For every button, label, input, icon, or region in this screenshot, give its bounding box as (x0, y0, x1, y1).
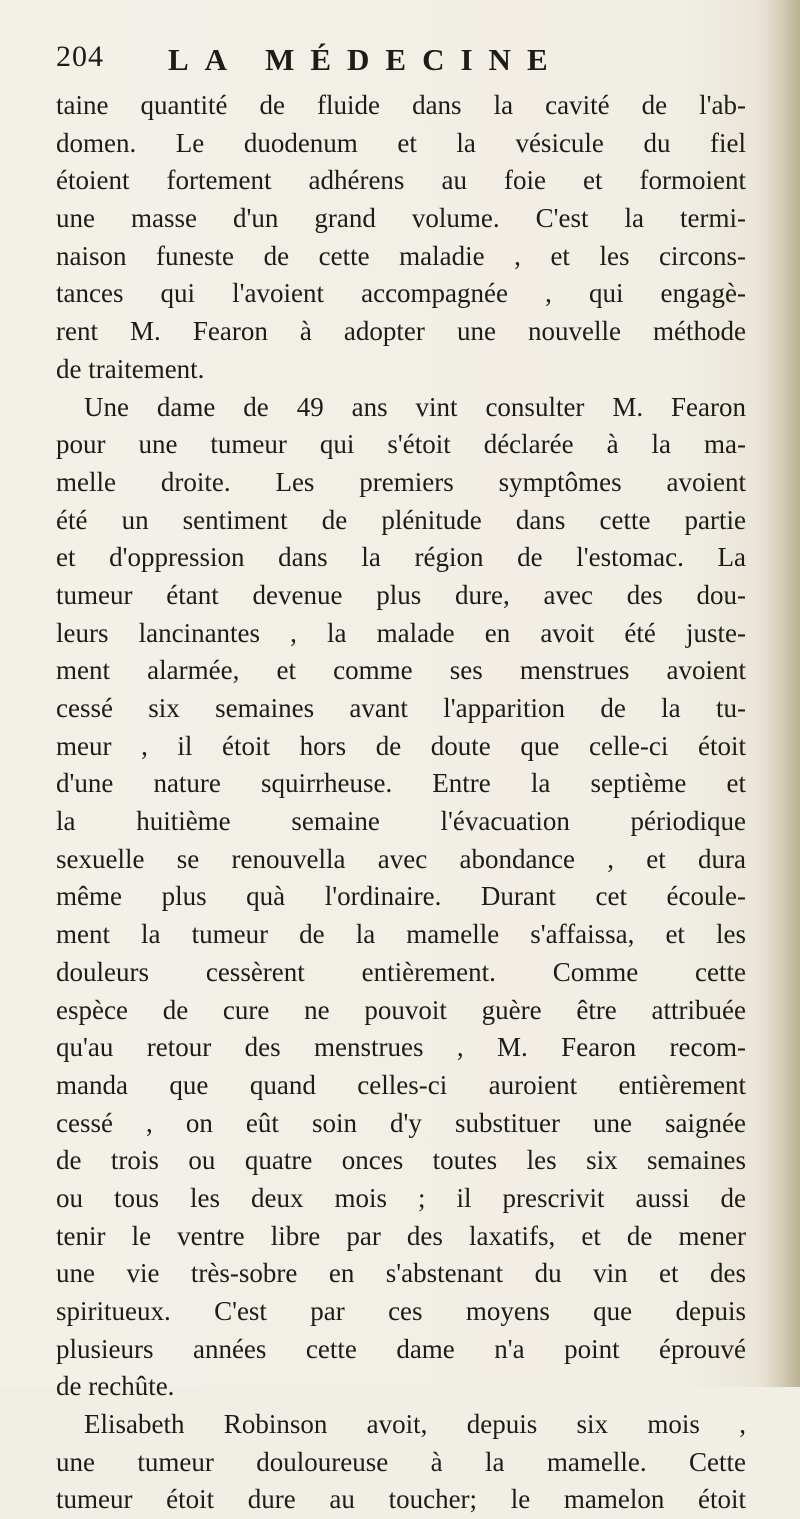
text-line: naison funeste de cette maladie , et les circons- (56, 240, 746, 271)
text-line: une tumeur douloureuse à la mamelle. Cette (56, 1446, 746, 1477)
text-line: pour une tumeur qui s'étoit déclarée à la ma- (56, 429, 746, 460)
text-line: rent M. Fearon à adopter une nouvelle méthode (56, 316, 746, 347)
text-line: spiritueux. C'est par ces moyens que depuis (56, 1296, 746, 1326)
text-line: la huitième semaine l'évacuation périodique (56, 806, 746, 837)
text-line: ment alarmée, et comme ses menstrues avoient (56, 655, 746, 686)
text-line-paragraph-end: de traitement. (56, 353, 205, 384)
text-line: taine quantité de fluide dans la cavité de l'ab- (56, 90, 746, 120)
text-line: domen. Le duodenum et la vésicule du fiel (56, 127, 746, 158)
text-line: tumeur étant devenue plus dure, avec des dou- (56, 579, 746, 610)
text-line: étoient fortement adhérens au foie et formoient (56, 165, 746, 196)
text-line: meur , il étoit hors de doute que celle-ci étoit (56, 730, 746, 761)
body-text (56, 87, 746, 1519)
page-edge-shadow (758, 0, 800, 1387)
page-header (56, 40, 756, 90)
text-line: plusieurs années cette dame n'a point éprouvé (56, 1333, 746, 1364)
text-line: été un sentiment de plénitude dans cette partie (56, 504, 746, 535)
text-line: même plus quà l'ordinaire. Durant cet écoule- (56, 881, 746, 912)
text-line: et d'oppression dans la région de l'estomac. La (56, 542, 746, 573)
text-line-paragraph-start: Elisabeth Robinson avoit, depuis six mois , (84, 1409, 746, 1440)
text-line: leurs lancinantes , la malade en avoit été juste- (56, 617, 746, 648)
text-line: ou tous les deux mois ; il prescrivit aussi de (56, 1182, 746, 1213)
text-line: sexuelle se renouvella avec abondance , et dura (56, 843, 746, 874)
text-line-paragraph-start: Une dame de 49 ans vint consulter M. Fearon (84, 391, 746, 422)
text-line: cessé , on eût soin d'y substituer une saignée (56, 1107, 746, 1138)
text-line: de trois ou quatre onces toutes les six semaines (56, 1145, 746, 1176)
text-line: tumeur étoit dure au toucher; le mamelon étoit (56, 1484, 746, 1515)
page-number: 204 (56, 40, 104, 73)
text-line: tenir le ventre libre par des laxatifs, et de mener (56, 1220, 746, 1251)
text-line: une masse d'un grand volume. C'est la termi- (56, 203, 746, 234)
running-head: LA MÉDECINE (168, 42, 564, 77)
text-line: qu'au retour des menstrues , M. Fearon recom- (56, 1032, 746, 1063)
text-line: tances qui l'avoient accompagnée , qui engagè- (56, 278, 746, 309)
text-line: espèce de cure ne pouvoit guère être attribuée (56, 994, 746, 1025)
text-line: melle droite. Les premiers symptômes avoient (56, 466, 746, 497)
text-line: une vie très-sobre en s'abstenant du vin et des (56, 1258, 746, 1289)
text-line: d'une nature squirrheuse. Entre la septième et (56, 768, 746, 799)
text-line: douleurs cessèrent entièrement. Comme cette (56, 956, 746, 987)
text-line: cessé six semaines avant l'apparition de la tu- (56, 693, 746, 723)
text-line: ment la tumeur de la mamelle s'affaissa, et les (56, 919, 746, 950)
text-line: manda que quand celles-ci auroient entièrement (56, 1069, 746, 1100)
text-line-paragraph-end: de rechûte. (56, 1371, 175, 1402)
